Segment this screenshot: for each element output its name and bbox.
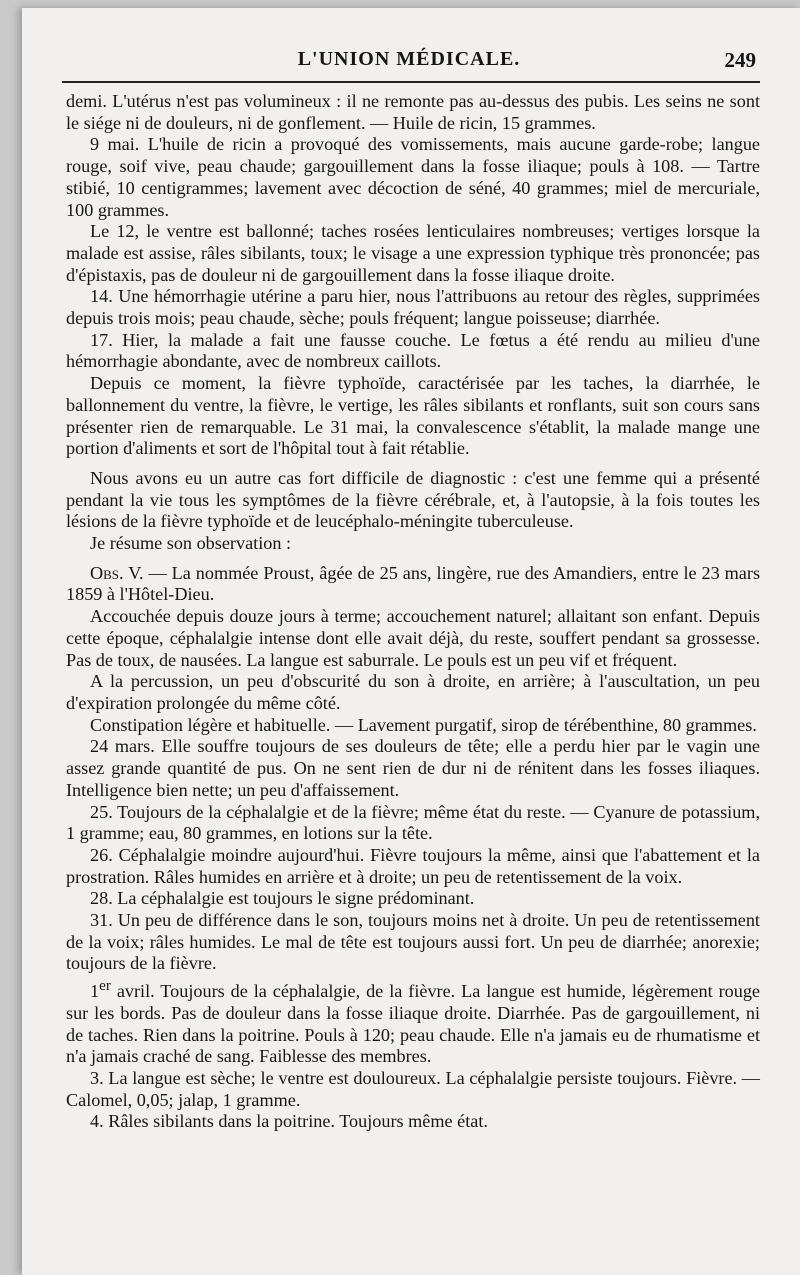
header-rule <box>62 81 760 83</box>
paragraph: 4. Râles sibilants dans la poitrine. Toujours même état. <box>90 1111 488 1132</box>
page-header <box>62 48 756 78</box>
paragraph: Le 12, le ventre est ballonné; taches rosées lenticulaires nombreuses; vertiges lorsque la malade est assise, râles sibilants, toux; le visage a une expression typhique très prononcée; pas d'épistaxis, pas de douleur ni de gargouillement dans la fosse iliaque droite. <box>66 221 760 285</box>
paragraph: 25. Toujours de la céphalalgie et de la fièvre; même état du reste. — Cyanure de potassium, 1 gramme; eau, 80 grammes, en lotions sur la tête. <box>66 801 760 844</box>
page-number: 249 <box>724 48 756 72</box>
book-page <box>22 8 800 1275</box>
paragraph: 17. Hier, la malade a fait une fausse couche. Le fœtus a été rendu au milieu d'une hémorrhagie abondante, avec de nombreux caillots. <box>66 329 760 372</box>
paragraph: 31. Un peu de différence dans le son, toujours moins net à droite. Un peu de retentissement de la voix; râles humides. Le mal de tête est toujours aussi fort. Un peu de diarrhée; anorexie; toujours de la fièvre. <box>66 910 760 974</box>
paragraph: 24 mars. Elle souffre toujours de ses douleurs de tête; elle a perdu hier par le vagin une assez grande quantité de pus. On ne sent rien de dur ni de rénitent dans les fosses iliaques. Intelligence bien nette; un peu d'affaissement. <box>66 736 760 800</box>
paragraph: 9 mai. L'huile de ricin a provoqué des vomissements, mais aucune garde-robe; langue rouge, soif vive, peau chaude; gargouillement dans la fosse iliaque; pouls à 108. — Tartre stibié, 10 centigrammes; lavement avec décoction de séné, 40 grammes; miel de mercuriale, 100 grammes. <box>66 134 760 220</box>
paragraph: 3. La langue est sèche; le ventre est douloureux. La céphalalgie persiste toujours. Fièvre. — Calomel, 0,05; jalap, 1 gramme. <box>66 1068 760 1110</box>
observation-label: Obs. V. <box>90 562 144 583</box>
paragraph: 14. Une hémorrhagie utérine a paru hier, nous l'attribuons au retour des règles, supprimées depuis trois mois; peau chaude, sèche; pouls fréquent; langue poisseuse; diarrhée. <box>66 286 760 329</box>
paragraph: Nous avons eu un autre cas fort difficile de diagnostic : c'est une femme qui a présenté pendant la vie tous les symptômes de la fièvre cérébrale, et, à l'autopsie, à la fois toutes les lésions de la fièvre typhoïde et de leucéphalo-méningite tuberculeuse. <box>66 467 760 532</box>
observation-heading <box>66 563 760 606</box>
paragraph: Accouchée depuis douze jours à terme; accouchement naturel; allaitant son enfant. Depuis cette époque, céphalalgie intense dont elle avait déjà, du reste, souffert pendant sa grossesse. Pas de toux, de nausées. La langue est saburrale. Le pouls est un peu vif et fréquent. <box>66 606 760 670</box>
april-ordinal: er <box>99 977 111 995</box>
paragraph: 28. La céphalalgie est toujours le signe prédominant. <box>90 888 475 909</box>
april-day: 1 <box>90 981 100 1002</box>
body-text <box>66 91 760 1133</box>
running-head: L'UNION MÉDICALE. <box>297 48 521 70</box>
paragraph: A la percussion, un peu d'obscurité du son à droite, en arrière; à l'auscultation, un peu d'expiration prolongée du même côté. <box>66 671 760 713</box>
paragraph: Constipation légère et habituelle. — Lavement purgatif, sirop de térébenthine, 80 grammes. <box>90 714 757 735</box>
april-text: avril. Toujours de la céphalalgie, de la fièvre. La langue est humide, légèrement rouge sur les bords. Pas de douleur dans la fosse iliaque droite. Diarrhée. Pas de gargouillement, ni de taches. Rien dans la poitrine. Pouls à 120; peau chaude. Elle n'a jamais eu de rhumatisme et n'a jamais craché de sang. Faiblesse des membres. <box>66 981 760 1067</box>
observation-intro: — La nommée Proust, âgée de 25 ans, lingère, rue des Amandiers, entre le 23 mars 1859 à l'Hôtel-Dieu. <box>66 562 761 605</box>
paragraph: 26. Céphalalgie moindre aujourd'hui. Fièvre toujours la même, ainsi que l'abattement et la prostration. Râles humides en arrière et à droite; un peu de retentissement de la voix. <box>66 844 760 887</box>
paragraph-april <box>66 975 760 1068</box>
paragraph: Depuis ce moment, la fièvre typhoïde, caractérisée par les taches, la diarrhée, le ballonnement du ventre, la fièvre, le vertige, les râles sibilants et ronflants, suit son cours sans présenter rien de remarquable. Le 31 mai, la convalescence s'établit, la malade mange une portion d'aliments et sort de l'hôpital tout à fait rétablie. <box>66 373 760 459</box>
paragraph: demi. L'utérus n'est pas volumineux : il ne remonte pas au-dessus des pubis. Les seins ne sont le siége ni de douleurs, ni de gonflement. — Huile de ricin, 15 grammes. <box>66 91 760 133</box>
paragraph: Je résume son observation : <box>90 533 292 554</box>
